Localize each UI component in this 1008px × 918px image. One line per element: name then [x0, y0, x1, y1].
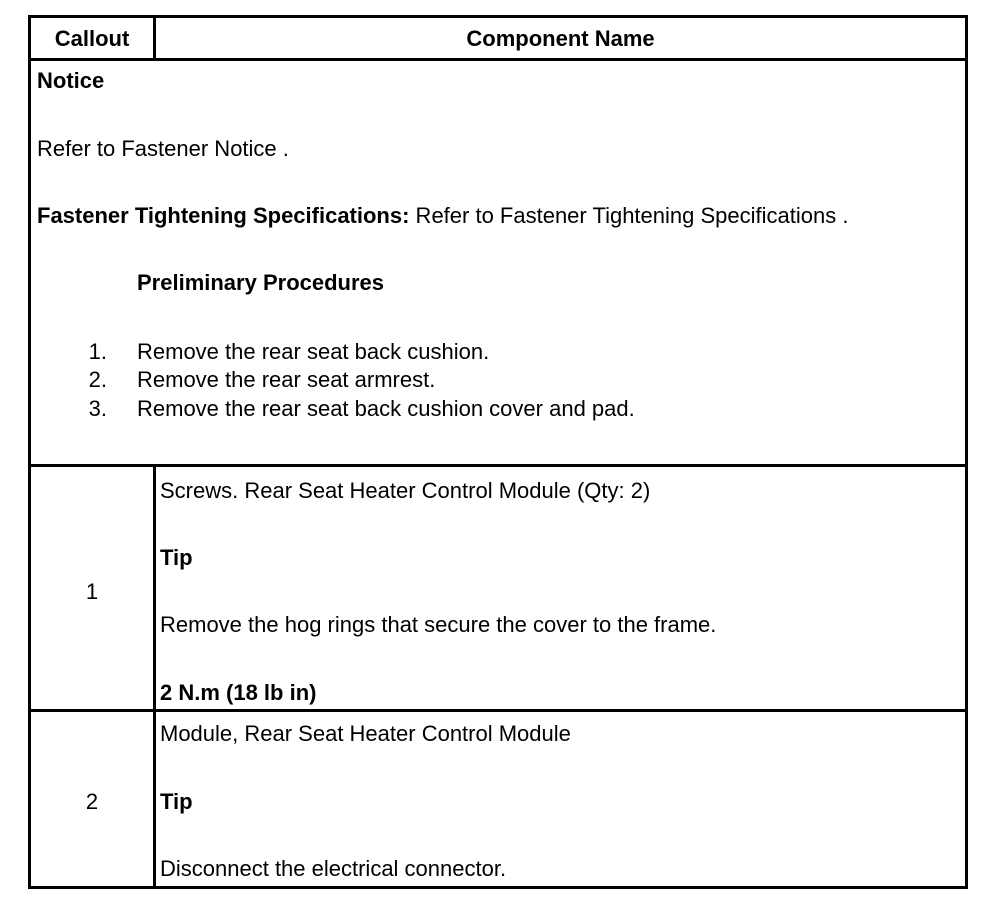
step-number: 1.: [88, 339, 107, 364]
row-tip-label: Tip: [160, 789, 193, 814]
notice-heading: Notice: [37, 68, 105, 93]
step-text: Remove the rear seat back cushion cover and pad.: [137, 396, 635, 421]
preliminary-heading: Preliminary Procedures: [137, 270, 385, 295]
row-torque: 2 N.m (18 lb in): [160, 680, 317, 705]
notice-text: Refer to Fastener Notice .: [37, 136, 289, 161]
header-component-name: Component Name: [466, 26, 655, 51]
procedure-table: [28, 15, 968, 889]
row-component: Screws. Rear Seat Heater Control Module (Qty: 2): [160, 478, 651, 503]
row-component: Module, Rear Seat Heater Control Module: [160, 721, 571, 746]
row-tip-text: Remove the hog rings that secure the cover to the frame.: [160, 612, 717, 637]
header-rule: [31, 58, 965, 61]
callout-divider: [153, 464, 156, 889]
fastener-spec-text: Refer to Fastener Tightening Specifications .: [409, 203, 849, 228]
step-number: 3.: [88, 396, 107, 421]
step-number: 2.: [88, 367, 107, 392]
row-callout: 2: [85, 789, 99, 814]
row-rule: [31, 709, 965, 712]
fastener-spec-colon: :: [402, 203, 410, 228]
fastener-spec-label: Fastener Tightening Specifications: [37, 203, 403, 228]
intro-rule: [31, 464, 965, 467]
row-tip-label: Tip: [160, 545, 193, 570]
header-divider: [153, 18, 156, 60]
row-tip-text: Disconnect the electrical connector.: [160, 856, 507, 881]
fastener-spec-line: [37, 203, 848, 229]
step-text: Remove the rear seat armrest.: [137, 367, 436, 392]
row-callout: 1: [85, 579, 99, 604]
step-text: Remove the rear seat back cushion.: [137, 339, 490, 364]
header-callout: Callout: [54, 26, 130, 51]
